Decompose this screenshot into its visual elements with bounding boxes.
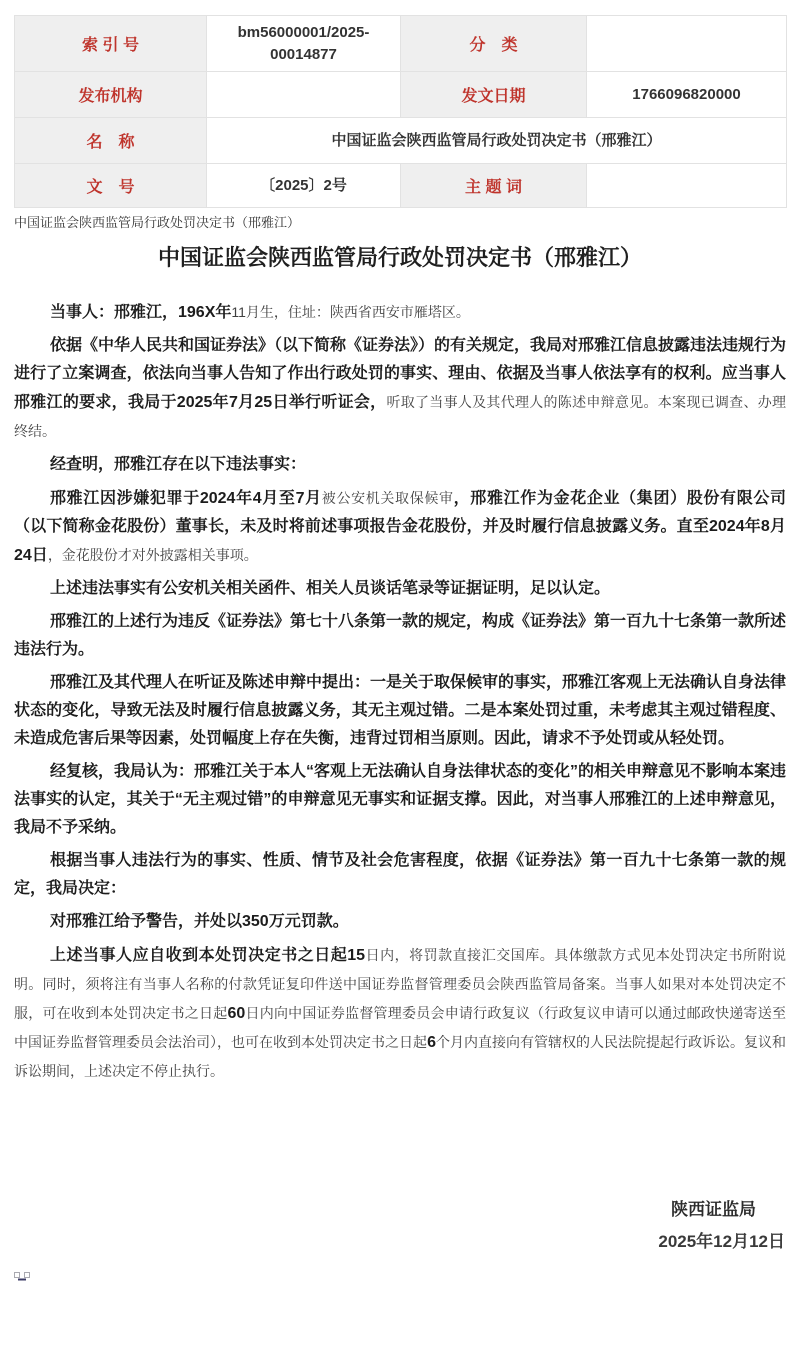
paragraph <box>14 908 786 936</box>
metadata-table <box>14 15 787 208</box>
document-name-label: 名 称 <box>15 118 207 164</box>
document-body <box>14 298 786 1086</box>
text-run-bold: 上述当事人应自收到本处罚决定书之日起15 <box>50 947 366 965</box>
subject-words-label: 主 题 词 <box>401 164 587 208</box>
text-run-bold: 邢雅江及其代理人在听证及陈述申辩中提出：一是关于取保候审的事实，邢雅江客观上无法确认自身法律状态的变化，导致无法及时履行信息披露义务，其无主观过错。二是本案处罚过重，未考虑其主观过错程度、未造成危害后果等因素，处罚幅度上存在失衡，违背过罚相当原则。因此，请求不予处罚或从轻处罚。 <box>14 674 787 748</box>
paragraph <box>14 484 786 570</box>
category-label: 分 类 <box>401 16 587 72</box>
issuing-agency-value <box>207 72 401 118</box>
paragraph <box>14 669 786 753</box>
table-row <box>15 118 787 164</box>
table-row <box>15 72 787 118</box>
text-run: 日内，将罚款直接汇交国库。具体缴款方式见本处罚决定书所附说明。同时，须将注有当事人名称的付款凭证复印件送中国证券监督管理委员会陕西监管局备案。当事人如果对本处罚决定不服，可在收到本处罚决定书之日起 <box>14 947 786 1022</box>
text-run-bold: 邢雅江的上述行为违反《证券法》第七十八条第一款的规定，构成《证券法》第一百九十七条第一款所述违法行为。 <box>14 613 787 659</box>
text-run-bold: 当事人：邢雅江，196X年 <box>50 304 232 322</box>
paragraph <box>14 575 786 603</box>
text-run: ，金花股份才对外披露相关事项。 <box>47 547 258 564</box>
paragraph <box>14 332 786 446</box>
text-run-bold: ，邢雅江作为金花企业（集团）股份有限公司（以下简称金花股份）董事长，未及时将前述事项报告金花股份，并及时履行信息披露义务。直至2024年8月24日 <box>14 490 786 565</box>
text-run-bold: 经复核，我局认为：邢雅江关于本人“客观上无法确认自身法律状态的变化”的相关申辩意见不影响本案违法事实的认定，其关于“无主观过错”的申辩意见无事实和证据支撑。因此，对当事人邢雅江的上述申辩意见，我局不予采纳。 <box>14 763 787 837</box>
paragraph <box>14 451 786 479</box>
breadcrumb: 中国证监会陕西监管局行政处罚决定书（邢雅江） <box>14 215 301 230</box>
paragraph <box>14 608 786 664</box>
text-run: 日内向中国证券监督管理委员会申请行政复议（行政复议申请可以通过邮政快递寄送至中国证券监督管理委员会法治司），也可在收到本处罚决定书之日起 <box>14 1005 786 1051</box>
paragraph <box>14 298 786 327</box>
subject-words-value <box>587 164 787 208</box>
paragraph <box>14 847 786 903</box>
text-run-bold: 上述违法事实有公安机关相关函件、相关人员谈话笔录等证据证明，足以认定。 <box>50 580 611 598</box>
text-run-bold: 对邢雅江给予警告，并处以350万元罚款。 <box>50 913 349 931</box>
text-run-bold: 邢雅江因涉嫌犯罪于2024年4月至7月 <box>50 490 322 508</box>
category-value <box>587 16 787 72</box>
text-run-bold: 依据《中华人民共和国证券法》（以下简称《证券法》）的有关规定，我局对邢雅江信息披露违法违规行为进行了立案调查，依法向当事人告知了作出行政处罚的事实、理由、依据及当事人依法享有的权利。应当事人邢雅江的要求，我局于2025年7月25日举行听证会， <box>14 337 787 412</box>
issue-date: 2025年12月12日 <box>658 1232 785 1252</box>
paragraph <box>14 941 786 1086</box>
broken-image-icon <box>14 1270 32 1282</box>
paragraph <box>14 758 786 842</box>
signature-block <box>0 1198 800 1254</box>
page-title: 中国证监会陕西监管局行政处罚决定书（邢雅江） <box>157 244 642 270</box>
table-row <box>15 164 787 208</box>
text-run: 被公安机关取保候审 <box>321 490 454 507</box>
publish-date-value: 1766096820000 <box>587 72 787 118</box>
index-number-value: bm56000001/2025-00014877 <box>207 16 401 72</box>
issuing-agency-label: 发布机构 <box>15 72 207 118</box>
text-run-bold: 根据当事人违法行为的事实、性质、情节及社会危害程度，依据《证券法》第一百九十七条第一款的规定，我局决定： <box>14 852 786 898</box>
text-run-bold: 6 <box>427 1034 436 1052</box>
text-run-bold: 60 <box>227 1005 246 1023</box>
text-run: 11月生，住址：陕西省西安市雁塔区。 <box>231 304 470 321</box>
document-name-value: 中国证监会陕西监管局行政处罚决定书（邢雅江） <box>207 118 787 164</box>
index-number-label: 索 引 号 <box>15 16 207 72</box>
text-run: 听取了当事人及其代理人的陈述申辩意见。本案现已调查、办理终结。 <box>14 394 787 440</box>
document-number-value: 〔2025〕2号 <box>207 164 401 208</box>
text-run-bold: 经查明，邢雅江存在以下违法事实： <box>50 456 307 474</box>
document-number-label: 文 号 <box>15 164 207 208</box>
text-run: 个月内直接向有管辖权的人民法院提起行政诉讼。复议和诉讼期间，上述决定不停止执行。 <box>14 1034 787 1080</box>
table-row <box>15 16 787 72</box>
issuing-authority: 陕西证监局 <box>671 1200 756 1220</box>
publish-date-label: 发文日期 <box>401 72 587 118</box>
